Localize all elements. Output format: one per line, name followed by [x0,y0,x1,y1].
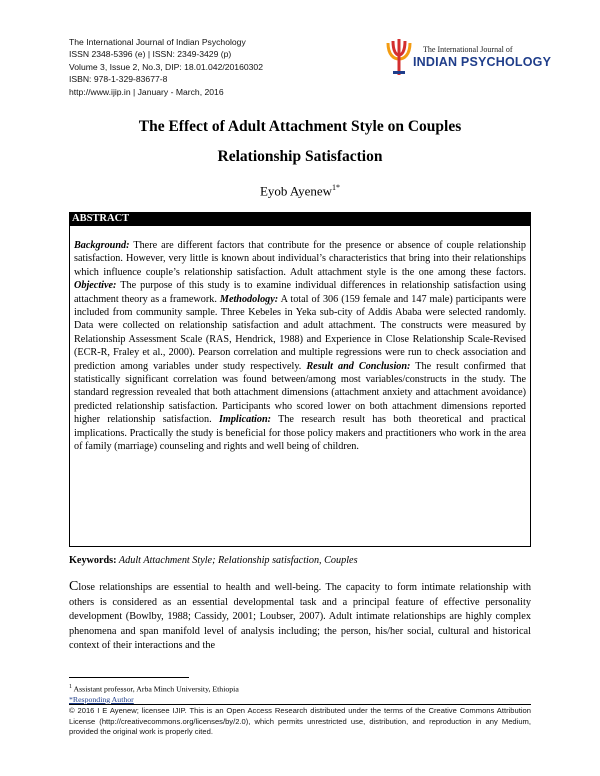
paper-title-line-1: The Effect of Adult Attachment Style on Couples [138,118,462,135]
paper-title-line-2: Relationship Satisfaction [217,148,383,165]
methodology-label: Methodology: [219,293,279,305]
keywords-text: Adult Attachment Style; Relationship satisfaction, Couples [116,555,358,566]
isbn-line: ISBN: 978-1-329-83677-8 [69,74,168,85]
journal-name: The International Journal of Indian Psychology [69,37,246,47]
volume-line: Volume 3, Issue 2, No.3, DIP: 18.01.042/20160302 [69,61,263,72]
abstract-box [69,225,531,547]
logo-line-1: The International Journal of [423,45,513,54]
issn-line: ISSN 2348-5396 (e) | ISSN: 2349-3429 (p) [69,49,232,60]
keywords [69,555,531,566]
keywords-label: Keywords: [69,555,117,566]
license-divider [69,704,531,705]
author-marks: 1* [332,183,341,192]
footnote-divider [69,677,189,678]
footnote-1 [69,682,369,695]
background-label: Background: [74,240,130,251]
result-label: Result and Conclusion: [306,360,411,372]
intro-text: lose relationships are essential to health and well-being. The capacity to form intimate relationship with others is considered as an essential developmental task and a principal feature of effective personality development (Bowlby, 1988; Cassidy, 2001; Loubser, 2007). Adult intimate relationships are highly complex phenomena and span manifold level of analysis including; the person, his/her social, cultural and historical context of their interactions and the [69,582,531,652]
footnote-1-text: Assistant professor, Arba Minch University, Ethiopia [72,684,239,694]
objective-text: The purpose of this study is to examine individual differences in relationship satisfaction using attachment theory as a framework. [74,280,526,305]
journal-logo [384,37,552,77]
background-text: There are different factors that contribute for the presence or absence of couple relationship satisfaction. However, very little is known about individual’s characteristics that bring into their relationships which influence couple’s relationship satisfaction. Adult attachment style is the one among these factors. [74,240,526,278]
intro-paragraph [69,580,531,654]
footnotes [69,682,369,705]
implication-text: The research result has both theoretical and practical implications. Practically the study is beneficial for those policy makers and practitioners who work in the area of family (marriage) counseling and rights and well being of children. [74,414,526,453]
objective-label: Objective: [74,280,117,292]
footnote-1-mark: 1 [69,684,72,690]
trident-logo-icon [384,37,414,77]
abstract-heading: ABSTRACT [69,212,531,225]
methodology-text: A total of 306 (159 female and 147 male) participants were included from community sample. Three Kebeles in Yeka sub-city of Addis Ababa were selected randomly. Data were collected on relationship satisfaction and adult attachment. The constructs were measured by Relationship Assessment Scale (RAS, Hendrick, 1988) and Experience in Close Relationship Scale-Revised (ECR-R, Fraley et al., 2000). Pearson correlation and multiple regressions were run to check association and prediction among variables under study respectively. [74,293,526,372]
author [69,183,531,199]
journal-url[interactable]: http://www.ijip.in | January - March, 2016 [69,86,224,97]
result-text: The result confirmed that statistically significant correlation was found between/among most variables/constructs in the study. The standard regression revealed that both attachment dimensions (attachment anxiety and attachment avoidance) predicted relationship satisfaction. Participants who scored lower on both attachment dimensions reported higher relationship satisfaction. [74,360,526,426]
author-name: Eyob Ayenew [259,183,333,199]
license-text: © 2016 I E Ayenew; licensee IJIP. This is an Open Access Research distributed under the terms of the Creative Commons Attribution License (http://creativecommons.org/licenses/by/2.0), which permits unrestricted use, distribution, and reproduction in any Medium, provided the original work is properly cited. [69,706,531,737]
implication-label: Implication: [218,414,272,426]
abstract-text [74,239,526,454]
logo-line-2: INDIAN PSYCHOLOGY [413,55,552,69]
dropcap: C [69,579,79,594]
journal-meta [69,36,399,98]
responding-author-link[interactable]: *Responding Author [69,694,134,704]
